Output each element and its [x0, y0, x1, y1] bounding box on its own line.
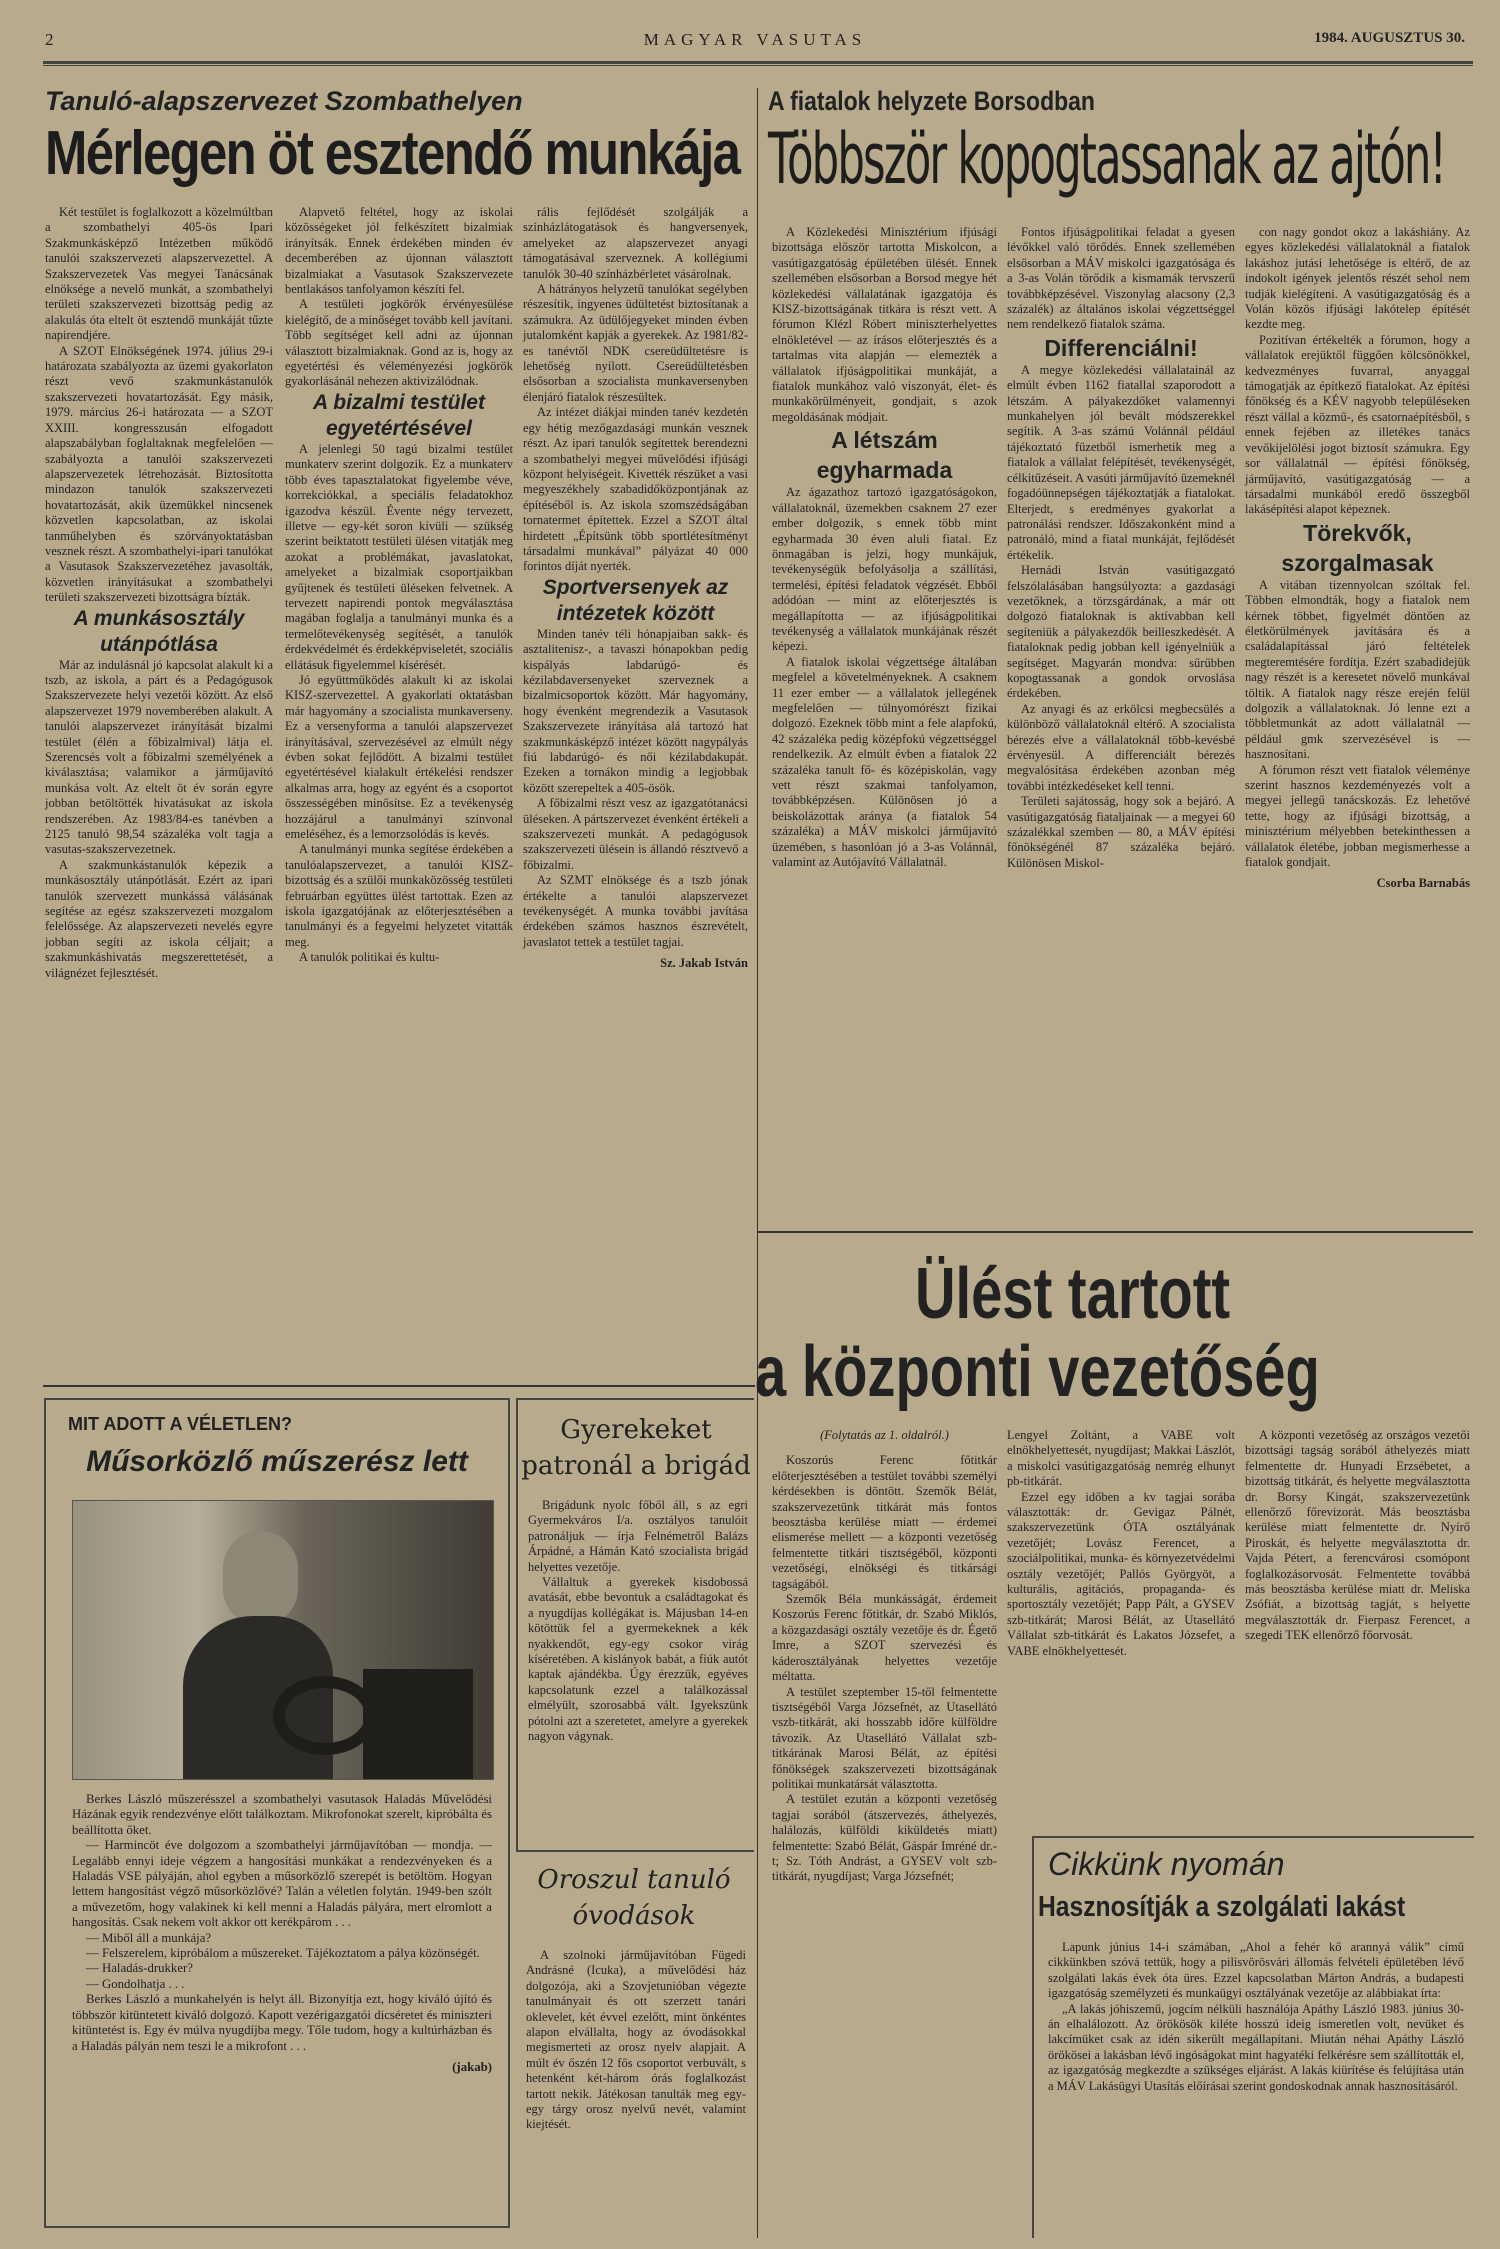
paragraph: Két testület is foglalkozott a közelmúltban a szombathelyi 405-ös Ipari Szakmunkásképző Intézetben működő tanulói szakszervezeti alapszervezettel. A Szakszervezetek Vas megyei Tanácsának elnöksége a nevelő munkát, a szombathelyi területi szakszervezeti bizottság pedig az alakulás óta eltelt öt esztendő munkáját tűzte napirendjére. [45, 205, 273, 343]
author-signature: (jakab) [452, 2059, 492, 2074]
article6-body [518, 1498, 754, 1745]
paragraph: A SZOT Elnökségének 1974. július 29-i határozata szabályozta az üzemi gyakorlaton részt vevő szakmunkástanulók szakszervezeti hovatartozását. Egy másik, 1979. március 26-i határozata — a SZOT XXIII. kongresszusán elfogadott alapszabályban foglaltaknak megfelelően — szabályozta a tanulói szakszervezeti alapszervezetek létrehozását. Biztosította mindazon tanulók szakszervezeti hovatartozását, akik üzemükkel nincsenek közvetlen kapcsolatban, az iskolai tanműhelyben és szórványoktatásban vesznek részt. A szombathelyi-ipari tanulókat a Vasutasok Szakszervezetéhez javasolták, közvetlen irányításukat a szombathelyi területi szakszervezeti bizottságra bízták. [45, 343, 273, 605]
article3-column-1 [772, 1428, 997, 1885]
paragraph: A szakmunkástanulók képezik a munkásosztály utánpótlását. Ezért az ipari tanulók szervezett munkássá válásának segítése az egész szakszervezeti mozgalom felelőssége. Az alapszervezeti nevelés egyre jobban segíti az iskola céljait; a szakmunkáshivatás megszerettetését, a világnézet fejlesztését. [45, 857, 273, 980]
paragraph: A tanulmányi munka segítése érdekében a tanulóalapszervezet, a tanulói KISZ-bizottság és a szülői munkaközösség testületi februárban együttes ülést tartottak. Ezen az iskola igazgatójának az előterjesztésében a tanulmányi és a fegyelmi helyzetet vitatták meg. [285, 842, 513, 949]
paragraph: — Harmincöt éve dolgozom a szombathelyi járműjavítóban — mondja. — Legalább ennyi ideje végzem a hangosítási munkákat a rendezvényeken és a Haladás VSE pályáján, ahol egyben a műsorközlő szerepét is betöltöm. Hogyan lettem hangosítást végző műsorközlővé? Talán a véletlen folytán. 1949-ben szólt a művezetőm, hogy valakinek ki kell menni a Haladás pályára, mert elromlott a hangosítás. Csak nekem volt akkor ott kerékpárom . . . [72, 1838, 492, 1930]
photo-equipment [363, 1669, 473, 1779]
paragraph: Hernádi István vasútigazgató felszólalásában hangsúlyozta: a gazdasági vezetőknek, a törzsgárdának, a már ott dolgozó fiataloknak is aktívabban kell segíteniük a pályakezdők beilleszkedését. A fiataloknak pedig jobban kell igényelniük a segítséget. Magyarán mondva: sűrűbben kopogtassanak a gondok orvoslása érdekében. [1007, 563, 1235, 701]
article7-body [516, 1948, 752, 2133]
continuation-note: (Folytatás az 1. oldalról.) [820, 1428, 949, 1442]
article4-headline-wrap [1034, 1891, 1474, 1924]
paragraph: A központi vezetőség az országos vezetői bizottsági tagság sorából áthelyezés miatt felmentette dr. Hunyadi Erzsébetet, a bizottság titkárát, és helyette megválasztotta dr. Borsy Kingát, szakszervezetünk ellenőrző főrevizorát. Más beosztásba kerülése miatt felmentette dr. Nyírő Piroskát, és helyette megválasztotta dr. Vajda Pétert, a ferencvárosi csomópont foglalkozásorvosát. Felmentette továbbá más beosztásba kerülése miatt dr. Meliska Zsófiát, a bizottság tagját, s helyette megválasztották dr. Fierpasz Ferencet, a szegedi TEK ellenőrző főorvosát. [1245, 1428, 1470, 1643]
article6-headline-line: Gyerekeket [560, 1415, 712, 1445]
article7 [516, 1862, 752, 2133]
page-number: 2 [45, 30, 54, 49]
paragraph: Fontos ifjúságpolitikai feladat a gyesen lévőkkel való törődés. Ennek szellemében elsősorban a MÁV miskolci igazgatósága és a 3-as Volán törődik a kismamák tervszerű továbbképzésével. Viszonylag alacsony (2,3 százalék) az általános iskolai végzettséggel nem rendelkező fiatalok száma. [1007, 225, 1235, 332]
paragraph: Szemők Béla munkásságát, érdemeit Koszorús Ferenc főtitkár, dr. Szabó Miklós, a közgazdasági osztály vezetője és dr. Égető Imre, a SZOT szervezési és káderosztályának helyettes vezetője méltatta. [772, 1592, 997, 1684]
paragraph: Az anyagi és az erkölcsi megbecsülés a különböző vállalatoknál eltérő. A szocialista bérezés elve a vállalatoknál több-kevésbé érvényesül. A differenciált bérezés megvalósítása érdekében azonban még további intézkedéseket kell tenni. [1007, 701, 1235, 793]
article1-headline: Mérlegen öt esztendő munkája [45, 119, 740, 188]
paragraph: Alapvető feltétel, hogy az iskolai közösségeket jól felkészített bizalmiak irányítsák. Ennek érdekében minden év decemberében az újonnan választott bizalmiakat a Vasutasok Szakszervezete bentlakásos tanfolyamon készíti fel. [285, 205, 513, 297]
subheading: A bizalmi testület egyetértésével [313, 390, 485, 440]
paragraph: Lengyel Zoltánt, a VABE volt elnökhelyettesét, nyugdíjast; Makkai Lászlót, a miskolci vasútigazgatóság nemrég elhunyt pb-titkárát. [1007, 1428, 1235, 1489]
article5-box [44, 1398, 510, 2228]
paragraph: Ezzel egy időben a kv tagjai sorába választották: dr. Gevigaz Pálnét, szakszervezetünk ÓTA osztályának vezetőjét; Lovász Ferencet, a szociálpolitikai, munka- és környezetvédelmi osztály vezetőjét; Pallós Györgyöt, a kulturális, agitációs, propaganda- és sportosztály vezetőjét; Papp Pált, a GYSEV szb-titkárát; Marosi Bélát, az Utasellátó Vállalat szb-titkárát és Lakatos Józsefet, a VABE elnökhelyettesét. [1007, 1489, 1235, 1658]
article4-kicker: Cikkünk nyomán [1048, 1846, 1285, 1882]
article4-box [1032, 1836, 1474, 2238]
paragraph: „A lakás jóhiszemű, jogcím nélküli használója Apáthy László 1983. június 30-án elhalálozott. Az örökösök kiléte hosszú ideig ismeretlen volt, nevüket és lakcímüket csak az idén sikerült megállapítani. Miután néhai Apáthy László örökösei a lakásban lévő ingóságokat mint hagyatéki felkérésre sem szállították el, az igazgatóság megkezdte a szükséges eljárást. A lakás kiürítése és felújítása után a MÁV Lakásügyi Utasítás előírásai szerint gondoskodnak annak hasznosításáról. [1048, 2001, 1464, 2093]
masthead-rule [43, 61, 1473, 66]
article1-column-3 [523, 205, 748, 972]
paragraph: Berkes László a munkahelyén is helyt áll. Bizonyítja ezt, hogy kiváló újító és többször kitüntetett kiváló dolgozó. Kapott vezérigazgatói dicséretet és miniszteri kitüntetést is. Egy év múlva nyugdíjba megy. Tőle tudom, hogy a kultúrházban és a Haladás pályán nem teszi le a mikrofont . . . [72, 1992, 492, 2053]
paragraph: A megye közlekedési vállalatainál az elmúlt évben 1162 fiatallal szaporodott a létszám. A pályakezdőket valamennyi munkahelyen jól bevált módszerekkel segítik. A 3-as számú Volánnál például tájékoztató füzetből ismerhetik meg a fiatalok a vállalat felépítését, tevékenységét, célkitűzéseit. A vasúti járműjavító üzemeknél fogadóünnepségen tájékoztatják a fiatalokat. Elterjedt, s eredményes gyakorlat a patronálási rendszer. Időszakonként mind a patronáló, mind a fiatal munkáját, fejlődését értékelik. [1007, 362, 1235, 562]
paragraph: — Gondolhatja . . . [86, 1976, 185, 1991]
column-divider [757, 88, 758, 2238]
headline-line: a központi vezetőség [755, 1332, 1321, 1412]
article4-headline: Hasznosítják a szolgálati lakást [1038, 1891, 1406, 1923]
article5-body [72, 1792, 492, 2075]
paragraph: A jelenlegi 50 tagú bizalmi testület munkaterv szerint dolgozik. Ez a munkaterv több éves tapasztalatokat figyelembe véve, korrekciókkal, a speciális feladatokhoz igazodva készül. Évente négy tervezett, illetve — egy-két soron kívüli — szükség szerint beiktatott testületi ülésen vitatják meg azokat a problémákat, javaslatokat, amelyeket a bizalmiak csoportjaikban gyűjtenek és testületi üléseken felvetnek. A tervezett napirendi pontok megválasztása magában foglalja a tanulmányi munka és a termelőtevékenység segítését, a tanulók érdekvédelmét és érdekképviseletét, szociális ellátásuk figyelemmel kísérését. [285, 441, 513, 672]
paragraph: Az ágazathoz tartozó igazgatóságokon, vállalatoknál, üzemekben csaknem 27 ezer ember dolgozik, s ennek több mint egyharmada 30 éven aluli fiatal. Ez önmagában is jelzi, hogy munkájuk, tevékenységük befolyásolja a szállítási, termelési, építési feladatok végzését. Ebből adódóan — mint az előterjesztés is megállapította — az ifjúságpolitikai tevékenység a vállalatok munkájának részét képezi. [772, 485, 997, 654]
photo-record [273, 1676, 377, 1755]
subheading: A létszám egyharmada [816, 427, 953, 484]
paragraph: Pozitívan értékelték a fórumon, hogy a vállalatok erejüktől függően kölcsönökkel, kedvezményes fuvarral, anyaggal támogatják az építkező fiatalokat. Az építési főnökség és a KÉV nagyobb településeken részt vállal a közmű-, és csatornaépítésből, s ennek fejében az illetékes tanács vevőkijelölési jogot biztosít számukra. Egy sor vállalatnál — építési főnökség, járműjavító, vasútigazgatóság — a társadalmi munkából eredő összegből lakásépítési alapot képeznek. [1245, 332, 1470, 517]
paragraph: Lapunk június 14-i számában, „Ahol a fehér kő arannyá válik” című cikkünkben szóvá tettük, hogy a pilisvörösvári állomás felvételi épületében lévő szolgálati lakás évek óta üres. Ezzel kapcsolatban Márton András, a budapesti igazgatóság személyzeti és munkaügyi osztályának vezetője az alábbiakat írta: [1048, 1940, 1464, 2001]
subheading: Differenciálni! [1044, 334, 1198, 361]
paragraph: A fórumon részt vett fiatalok véleménye szerint hasznos kezdeményezés volt a megyei jellegű tanácskozás. Ez lehetővé tette, hogy az ifjúsági bizottság, a minisztérium mélyebben betekinthessen a vállalatok életébe, jobban megismerhesse a fiatalok gondjait. [1245, 762, 1470, 870]
masthead [45, 30, 1465, 60]
subheading: Törekvők, szorgalmasak [1281, 519, 1434, 576]
article2-headline: Többször kopogtassanak az ajtón! [768, 118, 1446, 200]
article5-kicker: MIT ADOTT A VÉLETLEN? [68, 1414, 292, 1434]
article2-column-2 [1007, 225, 1235, 871]
paragraph: A testület szeptember 15-től felmentette tisztségéből Varga Józsefnét, az Utasellátó vszb-titkárát, aki hosszabb időre külföldre távozik. Az Utasellátó Vállalat szb-titkárának Marosi Bélát, az építési főnökségek szakszervezeti bizottságának politikai munkatársát választotta. [772, 1684, 997, 1791]
article4-body [1034, 1940, 1474, 2094]
article1-headline-wrap [45, 118, 745, 189]
newspaper-title: MAGYAR VASUTAS [643, 30, 867, 49]
article6-headline-line: patronál a brigád [521, 1451, 751, 1481]
paragraph: Az SZMT elnöksége és a tszb jónak értékelte a tanulói alapszervezet tevékenységét. A munka további javítása érdekében számos hasznos észrevételt, javaslatot tettek a testület tagjai. [523, 873, 748, 949]
paragraph: A testület ezután a központi vezetőség tagjai sorából (átszervezés, áthelyezés, halálozás, külföldi kiküldetés miatt) felmentette: Szabó Bélát, Gáspár Imréné dr.-t; Sz. Tóth Andrást, a GYSEV volt szb-titkárát, nyugdíjast; Varga Józsefnét; [772, 1792, 997, 1884]
subheading: Sportversenyek az intézetek között [542, 575, 729, 625]
paragraph: Az intézet diákjai minden tanév kezdetén egy hétig mezőgazdasági munkán vesznek részt. Az ipari tanulók segítettek berendezni a szombathelyi megyei művelődési ifjúsági központ helyiségeit. Kivették részüket a vasi megyeszékhely szabadidőközpontjának az építéséből is. Az iskola szomszédságában tornatermet építettek. Ezzel a SZOT által hirdetett „Építsünk több sportlétesítményt társadalmi munkával” pályázat 40 000 forintos díját nyerték. [523, 405, 748, 574]
article7-headline-line: Oroszul tanuló [537, 1865, 731, 1895]
paragraph: A testületi jogkörök érvényesülése kielégítő, de a minőséget tovább kell javítani. Több segítséget kell adni az újonnan választott bizalmiaknak. Gond az is, hogy az egyetértési és véleményezési jogkörök gyakorlásánál nehezen aktivizálódnak. [285, 297, 513, 389]
paragraph: — Miből áll a munkája? [86, 1930, 212, 1945]
issue-date: 1984. AUGUSZTUS 30. [1314, 30, 1465, 46]
paragraph: A hátrányos helyzetű tanulókat segélyben részesítik, ingyenes üdültetést biztosítanak a számukra. Az üdülőjegyeket minden évben jutalomként kapják a gyerekek. Az 1981/82-es tanévtől NDK csereüdültetésre is lehetőség nyílott. Csereüdültetésben elsősorban a szocialista munkaversenyben élenjáró fiatalok részesültek. [523, 282, 748, 404]
article7-headline-line: óvodások [572, 1901, 696, 1931]
article2-column-3 [1245, 225, 1470, 892]
photo-technician-with-record [72, 1500, 494, 1780]
article2-headline-wrap [768, 118, 1473, 200]
article3-headline [755, 1254, 1475, 1412]
article5-headline: Műsorközlő műszerész lett [86, 1445, 468, 1478]
photo-figure-head [223, 1531, 298, 1626]
article6-box [516, 1398, 754, 1852]
paragraph: A vitában tizennyolcan szóltak fel. Többen elmondták, hogy a fiatalok nem kérnek többet, figyelmét döntően az életkörülmények javítására és a családalapítással járó feltételek megteremtésére fordítja. Ezért szabadidejük nagy részét is a keresetet növelő munkával töltik. A fiatalok nagy része erején felül dolgozik a vállalatoknak. Jó lenne ezt a többletmunkát az adott vállalatnál — például gmk szervezésével is — hasznosítani. [1245, 577, 1470, 762]
paragraph: A tanulók politikai és kultu- [299, 950, 440, 965]
article1-column-2 [285, 205, 513, 966]
paragraph: — Felszerelem, kipróbálom a műszereket. Tájékoztatom a pálya közönségét. [86, 1946, 480, 1961]
paragraph: Minden tanév téli hónapjaiban sakk- és asztalitenisz-, a tavaszi hónapokban pedig kispályás labdarúgó- és kézilabdaversenyeket szerveznek a bizalmicsoportok között. Már hagyomány, hogy évenként megrendezik a Vasutasok Szakszervezete irányítása alá tartozó hat szakmunkásképző intézet között nagypályás fiú labdarúgó- és női kézilabdakupát. Ezeken a tornákon mindig a legjobbak között szerepeltek a 405-ösök. [523, 626, 748, 795]
paragraph: con nagy gondot okoz a lakáshiány. Az egyes közlekedési vállalatoknál a fiatalok lakáshoz jutási lehetősége is eltérő, de az indokolt igények jelentős részét sehol nem tudják kielégíteni. A vasútigazgatóság és a Volán közös ifjúsági lakótelep építését kezdte meg. [1245, 225, 1470, 332]
section-rule [43, 1385, 755, 1387]
article3-column-2 [1007, 1428, 1235, 1659]
article2-kicker-wrap [768, 86, 1468, 117]
article2-kicker: A fiatalok helyzete Borsodban [768, 86, 1095, 116]
paragraph: Brigádunk nyolc főből áll, s az egri Gyermekváros I/a. osztályos tanulóit patronáljuk — írja Felnémetről Balázs Árpádné, a Hámán Kató szocialista brigád helyettes vezetője. [528, 1498, 748, 1574]
section-rule [758, 1231, 1473, 1233]
paragraph: A főbizalmi részt vesz az igazgatótanácsi üléseken. A pártszervezet évenként értékeli a szakszervezeti munkát. A pedagógusok szakszervezeti ülésein is állandó résztvevő a főbizalmi. [523, 796, 748, 872]
article3-column-3 [1245, 1428, 1470, 1644]
paragraph: — Haladás-drukker? [86, 1961, 193, 1976]
paragraph: Jó együttműködés alakult ki az iskolai KISZ-szervezettel. A gyakorlati oktatásban már hagyomány a szocialista munkaverseny. Ez a versenyforma a tanulói alapszervezet irányításával, szervezésével az elmúlt négy évben sokat fejlődött. A bizalmi testület egyetértésével kialakult értékelési rendszer alkalmas arra, hogy az egyént és a csoportot összességében minősítse. Ez a tevékenység hozzájárul a tanulmányi színvonal emeléséhez, és a lemorzsolódás is kevés. [285, 672, 513, 842]
subheading: A munkásosztály utánpótlása [73, 606, 245, 656]
author-signature: Csorba Barnabás [1376, 876, 1470, 891]
paragraph: A fiatalok iskolai végzettsége általában megfelel a követelményeknek. A csaknem 11 ezer ember — a vállalatok jellegének megfelelően — túlnyomórészt fizikai dolgozó. Ezeknek több mint a fele alapfokú, 42 százaléka pedig középfokú végzettséggel rendelkezik. Az elmúlt évben a fiatalok 22 százaléka tanult fő- és középiskolán, vagy vett részt szakmai tanfolyamon, továbbképzésen. Különösen jó a beiskolázottak aránya (a fiatalok 54 százaléka) a MÁV miskolci járműjavító üzemében, s hasonlóan jó a 3-as Volánnál, valamint az Autójavító Vállalatnál. [772, 654, 997, 870]
article1-kicker: Tanuló-alapszervezet Szombathelyen [45, 86, 523, 116]
paragraph: rális fejlődését szolgálják a színházlátogatások és hangversenyek, amelyeket az alapszervezet anyagi támogatásával szerveznek. A kollégiumi tanulók 30-40 színházbérletet vásárolnak. [523, 205, 748, 281]
paragraph: Koszorús Ferenc főtitkár előterjesztésében a testület további személyi kérdésekben is döntött. Szemők Bélát, szakszervezetünk titkárát más fontos beosztásba kerülése miatt — érdemei elismerése mellett — a központi vezetőség felmentette titkári tisztségéből, központi vezetőségi, elnökségi és titkársági tagságából. [772, 1453, 997, 1591]
paragraph: Területi sajátosság, hogy sok a bejáró. A vasútigazgatóság fiataljainak — a megyei 60 százalékkal szemben — 80, a MÁV építési főnökségénél 87 százaléka bejáró. Különösen Miskol- [1007, 794, 1235, 870]
paragraph: A Közlekedési Minisztérium ifjúsági bizottsága először tartotta Miskolcon, a vasútigazgatóság épületében ülését. Ennek szellemében elsősorban a Borsod megye hét közlekedési vállalatának igazgatója és KISZ-bizottságának titkára is részt vett. A fórumon Klézl Róbert miniszterhelyettes elnökletével — az írásos előterjesztés és a tartalmas vita alapján — elemezték a vállalatok ifjúságpolitikai munkáját, a fiatalok munkához való viszonyát, élet- és munkakörülményeit, gondjait, s azok megoldásának módjait. [772, 225, 997, 424]
paragraph: Már az indulásnál jó kapcsolat alakult ki a tszb, az iskola, a párt és a Pedagógusok Szakszervezete helyi vezetői között. Az első alapszervezet 1979 novemberében alakult. A tanulói alapszervezet irányítását bizalmi testület (élén a főbizalmival) látja el. Szerencsés volt a főbizalmi személyének a kiválasztása; valamikor a járműjavító munkása volt. Az eltelt öt év során egyre jobban betöltötték hivatásukat az iskola rendszerében. Az 1983/84-es tanévben a 2125 tanuló 98,54 százaléka volt tagja a vasutas-szakszervezetnek. [45, 657, 273, 857]
paragraph: A szolnoki járműjavítóban Fügedi Andrásné (Icuka), a művelődési ház dolgozója, aki a Szovjetunióban végezte tanulmányait és ott szerzett tanári oklevelet, két évvel ezelőtt, mint önkéntes alapon elvállalta, hogy az óvodásokkal megismerteti az orosz nyelv alapjait. A múlt év őszén 12 fős csoportot verbuvált, s hetenként két-három órás foglalkozást tartott nekik. Játékosan tanulták meg egy-egy tárgy orosz nyelvű nevét, valamint kiejtését. [526, 1948, 746, 2132]
article1-column-1 [45, 205, 273, 981]
headline-line: Ülést tartott [915, 1254, 1231, 1334]
paragraph: Vállaltuk a gyerekek kisdobossá avatását, ebbe bevontuk a családtagokat és a nyugdíjas kollégákat is. Májusban 14-en kötöttük fel a gyermekeknek a kék nyakkendőt, egy-egy csokor virág kíséretében. A kislányok babát, a fiúk autót kaptak ajándékba. Úgy érezzük, egyéves kapcsolatunk ezzel a találkozással elmélyült, szorosabbá vált. Igyekszünk pótolni azt a szeretetet, amelyre a gyerekek nagyon vágynak. [528, 1575, 748, 1744]
paragraph: Berkes László műszerésszel a szombathelyi vasutasok Haladás Művelődési Házának egyik rendezvénye előtt találkoztam. Mikrofonokat szerelt, kipróbálta és beállította őket. [72, 1792, 492, 1837]
article2-column-1 [772, 225, 997, 870]
author-signature: Sz. Jakab István [660, 956, 748, 971]
